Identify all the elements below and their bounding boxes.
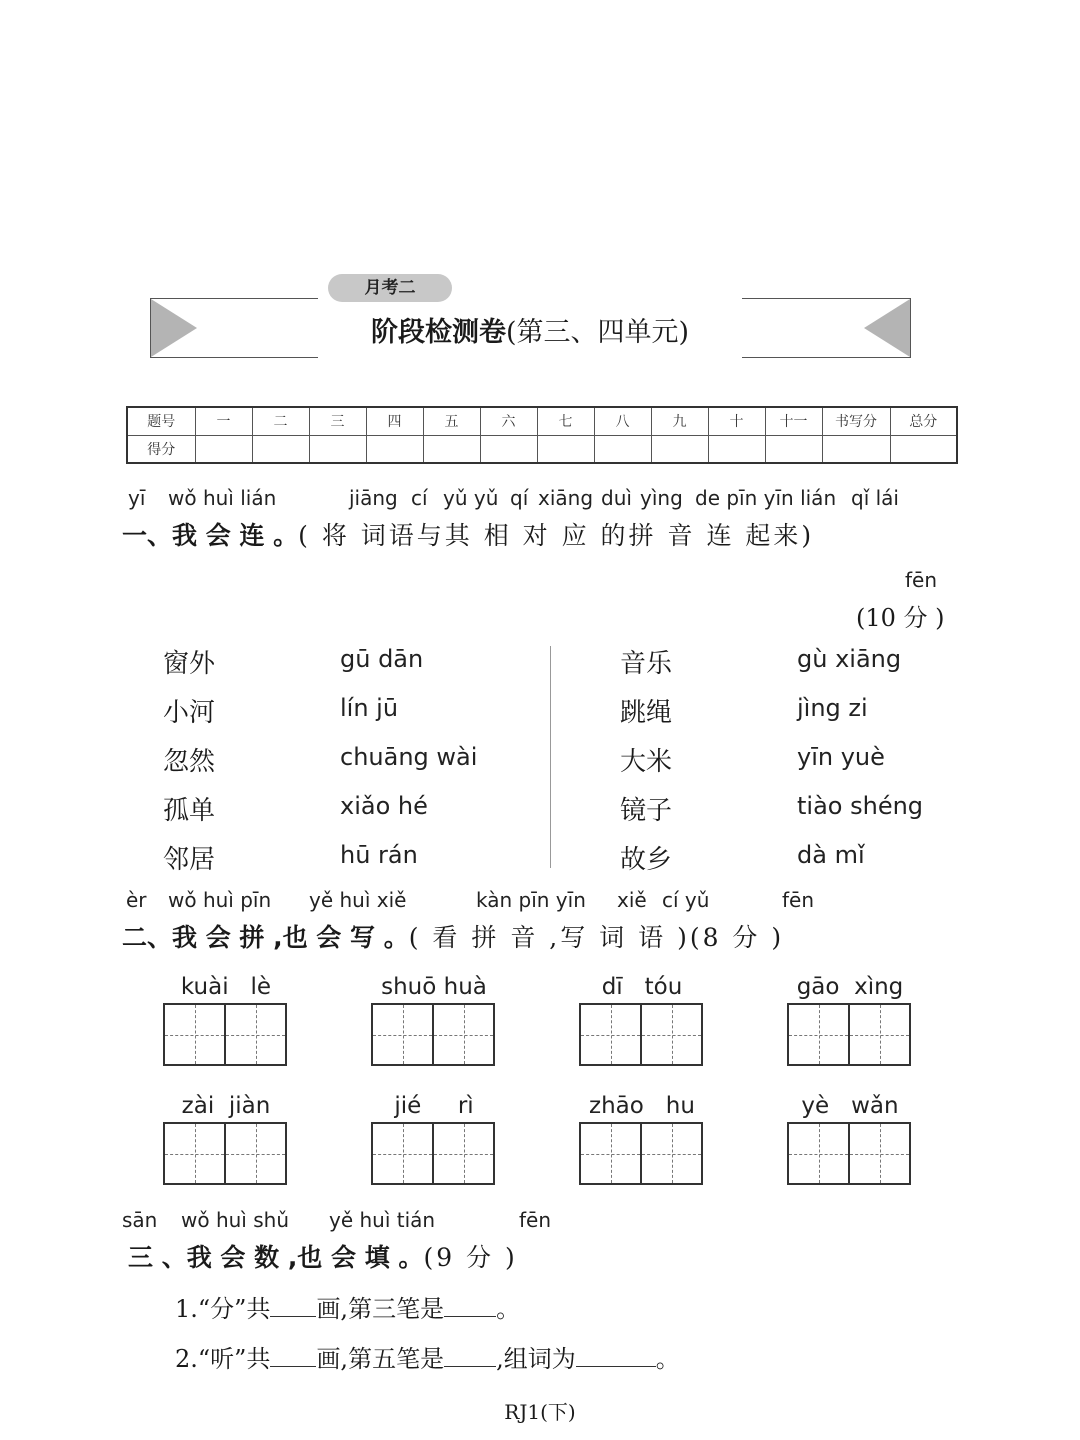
pinyin-syllable: huà <box>443 974 487 1000</box>
question-text: 。 <box>655 1345 680 1373</box>
table-cell: 五 <box>423 407 480 435</box>
pinyin-annotation: yě huì tián <box>329 1208 436 1232</box>
match-word[interactable]: 大米 <box>620 747 673 777</box>
pinyin-annotation: xiě <box>617 888 647 912</box>
grid-pinyin <box>163 1093 289 1119</box>
tianzige-cell[interactable] <box>163 1122 226 1185</box>
score-input-cell[interactable] <box>651 435 708 463</box>
score-input-cell[interactable] <box>195 435 252 463</box>
grid-pinyin <box>579 974 705 1000</box>
match-word[interactable]: 邻居 <box>163 845 216 875</box>
table-cell: 三 <box>309 407 366 435</box>
answer-blank[interactable] <box>270 1297 316 1317</box>
tianzige-cell[interactable] <box>226 1122 287 1185</box>
section3-heading <box>128 1238 518 1274</box>
tianzige-cell[interactable] <box>434 1122 495 1185</box>
match-word[interactable]: 镜子 <box>620 796 673 826</box>
section1-instruction: ( 将 词语与其 相 对 应 的拼 音 连 起来) <box>298 521 815 550</box>
pinyin-annotation: yìng <box>640 486 683 510</box>
score-table <box>126 406 958 464</box>
table-cell: 二 <box>252 407 309 435</box>
match-pinyin[interactable]: chuāng wài <box>340 743 478 771</box>
match-pinyin[interactable]: hū rán <box>340 841 418 869</box>
tianzige-cell[interactable] <box>787 1003 850 1066</box>
section3-title: 三 、我 会 数 ,也 会 填 。 <box>128 1243 424 1272</box>
match-word[interactable]: 孤单 <box>163 796 216 826</box>
grid-pinyin <box>787 1093 913 1119</box>
score-input-cell[interactable] <box>822 435 890 463</box>
pinyin-annotation: yī <box>128 486 146 510</box>
tianzige-cell[interactable] <box>642 1003 703 1066</box>
table-cell: 十 <box>708 407 765 435</box>
score-input-cell[interactable] <box>594 435 651 463</box>
pinyin-syllable: hu <box>665 1093 695 1119</box>
answer-blank[interactable] <box>444 1297 496 1317</box>
pinyin-annotation: cí <box>411 486 428 510</box>
score-input-cell[interactable] <box>423 435 480 463</box>
grid-pinyin <box>163 974 289 1000</box>
answer-blank[interactable] <box>444 1347 496 1367</box>
grid-pinyin <box>787 974 913 1000</box>
score-input-cell[interactable] <box>890 435 957 463</box>
section2-heading <box>122 918 784 954</box>
match-pinyin[interactable]: dà mǐ <box>797 841 865 869</box>
writing-grid[interactable] <box>787 1122 913 1185</box>
tianzige-cell[interactable] <box>371 1122 434 1185</box>
section1-heading <box>122 516 814 552</box>
score-input-cell[interactable] <box>537 435 594 463</box>
section2-instruction: ( 看 拼 音 ,写 词 语 )(8 分 ) <box>408 923 785 952</box>
exam-badge: 月考二 <box>328 274 452 302</box>
page-title <box>318 310 742 349</box>
pinyin-syllable: shuō <box>381 974 437 1000</box>
table-cell: 十一 <box>765 407 822 435</box>
score-input-cell[interactable] <box>765 435 822 463</box>
writing-grid[interactable] <box>371 1122 497 1185</box>
grid-pinyin <box>579 1093 705 1119</box>
match-word[interactable]: 跳绳 <box>620 698 673 728</box>
table-cell: 四 <box>366 407 423 435</box>
question-1 <box>175 1289 520 1324</box>
pinyin-syllable: jiàn <box>228 1093 271 1119</box>
tianzige-cell[interactable] <box>850 1003 911 1066</box>
pinyin-syllable: dī <box>601 974 623 1000</box>
pinyin-syllable: zài <box>181 1093 215 1119</box>
pinyin-syllable: jié <box>394 1093 422 1119</box>
pinyin-annotation: èr <box>126 888 147 912</box>
question-text: 1.“分”共 <box>175 1295 271 1323</box>
tianzige-cell[interactable] <box>163 1003 226 1066</box>
pinyin-annotation: qǐ lái <box>851 486 899 510</box>
pinyin-annotation: de pīn yīn lián <box>695 486 837 510</box>
pinyin-syllable: lè <box>250 974 272 1000</box>
question-text: 画,第三笔是 <box>316 1295 445 1323</box>
score-input-cell[interactable] <box>480 435 537 463</box>
table-cell: 七 <box>537 407 594 435</box>
question-text: 画,第五笔是 <box>316 1345 445 1373</box>
tianzige-cell[interactable] <box>226 1003 287 1066</box>
pinyin-annotation: qí <box>510 486 529 510</box>
pinyin-annotation: duì <box>601 486 632 510</box>
table-cell: 总分 <box>890 407 957 435</box>
section1-score: (10 分 ) <box>856 604 945 632</box>
tianzige-cell[interactable] <box>787 1122 850 1185</box>
question-text: 。 <box>496 1295 521 1323</box>
table-cell: 八 <box>594 407 651 435</box>
match-word[interactable]: 故乡 <box>620 845 673 875</box>
pinyin-annotation: yǔ yǔ <box>443 486 499 510</box>
pinyin-annotation: fēn <box>782 888 815 912</box>
title-sub: (第三、四单元) <box>505 317 690 348</box>
pinyin-syllable: tóu <box>644 974 683 1000</box>
tianzige-cell[interactable] <box>850 1122 911 1185</box>
pinyin-annotation: kàn pīn yīn <box>476 888 586 912</box>
pinyin-annotation: wǒ huì pīn <box>168 888 272 912</box>
table-cell: 六 <box>480 407 537 435</box>
question-text: ,组词为 <box>496 1345 576 1373</box>
column-divider <box>550 646 551 868</box>
score-input-cell[interactable] <box>252 435 309 463</box>
match-word[interactable]: 音乐 <box>620 649 673 679</box>
pinyin-syllable: rì <box>457 1093 474 1119</box>
tianzige-cell[interactable] <box>579 1122 642 1185</box>
pinyin-syllable: gāo <box>796 974 840 1000</box>
pinyin-annotation: fēn <box>519 1208 552 1232</box>
triangle-left-icon <box>864 299 910 357</box>
question-text: 2.“听”共 <box>175 1345 271 1373</box>
pinyin-syllable: yè <box>801 1093 830 1119</box>
pinyin-annotation: xiāng <box>538 486 594 510</box>
pinyin-syllable: zhāo <box>589 1093 644 1119</box>
score-input-cell[interactable] <box>309 435 366 463</box>
pinyin-syllable: xìng <box>854 974 904 1000</box>
tianzige-cell[interactable] <box>579 1003 642 1066</box>
pinyin-annotation: yě huì xiě <box>309 888 407 912</box>
writing-grid[interactable] <box>371 1003 497 1066</box>
match-word[interactable]: 小河 <box>163 698 216 728</box>
pinyin-syllable: wǎn <box>851 1093 899 1119</box>
section2-title: 二、我 会 拼 ,也 会 写 。 <box>122 923 409 952</box>
score-input-cell[interactable] <box>366 435 423 463</box>
writing-grid[interactable] <box>579 1122 705 1185</box>
pinyin-annotation: fēn <box>905 568 938 592</box>
page-footer: RJ1(下) <box>504 1400 576 1424</box>
score-input-cell[interactable] <box>708 435 765 463</box>
answer-blank[interactable] <box>270 1347 316 1367</box>
writing-grid[interactable] <box>163 1003 289 1066</box>
table-cell: 九 <box>651 407 708 435</box>
match-word[interactable]: 忽然 <box>163 747 216 777</box>
table-cell: 题号 <box>127 407 195 435</box>
table-cell: 书写分 <box>822 407 890 435</box>
section3-score: (9 分 ) <box>423 1243 518 1272</box>
match-pinyin[interactable]: jìng zi <box>797 694 868 722</box>
writing-grid[interactable] <box>579 1003 705 1066</box>
pinyin-annotation: jiāng <box>349 486 398 510</box>
score-header-row <box>127 407 957 435</box>
pinyin-annotation: wǒ huì lián <box>168 486 277 510</box>
pinyin-syllable: kuài <box>180 974 229 1000</box>
match-pinyin[interactable]: gù xiāng <box>797 645 902 673</box>
triangle-right-icon <box>151 299 197 357</box>
answer-blank[interactable] <box>576 1347 656 1367</box>
match-pinyin[interactable]: tiào shéng <box>797 792 924 820</box>
table-cell: 得分 <box>127 435 195 463</box>
pinyin-annotation: cí yǔ <box>662 888 710 912</box>
match-pinyin[interactable]: xiǎo hé <box>340 792 428 820</box>
tianzige-cell[interactable] <box>434 1003 495 1066</box>
tianzige-cell[interactable] <box>371 1003 434 1066</box>
match-pinyin[interactable]: yīn yuè <box>797 743 885 771</box>
table-cell: 一 <box>195 407 252 435</box>
title-main: 阶段检测卷 <box>370 317 506 348</box>
match-pinyin[interactable]: gū dān <box>340 645 424 673</box>
match-word[interactable]: 窗外 <box>163 649 216 679</box>
writing-grid[interactable] <box>163 1122 289 1185</box>
pinyin-annotation: sān <box>122 1208 158 1232</box>
grid-pinyin <box>371 1093 497 1119</box>
grid-pinyin <box>371 974 497 1000</box>
writing-grid[interactable] <box>787 1003 913 1066</box>
pinyin-annotation: wǒ huì shǔ <box>181 1208 289 1232</box>
score-value-row <box>127 435 957 463</box>
tianzige-cell[interactable] <box>642 1122 703 1185</box>
question-2 <box>175 1339 680 1374</box>
section1-title: 一、我 会 连 。 <box>122 521 299 550</box>
match-pinyin[interactable]: lín jū <box>340 694 399 722</box>
